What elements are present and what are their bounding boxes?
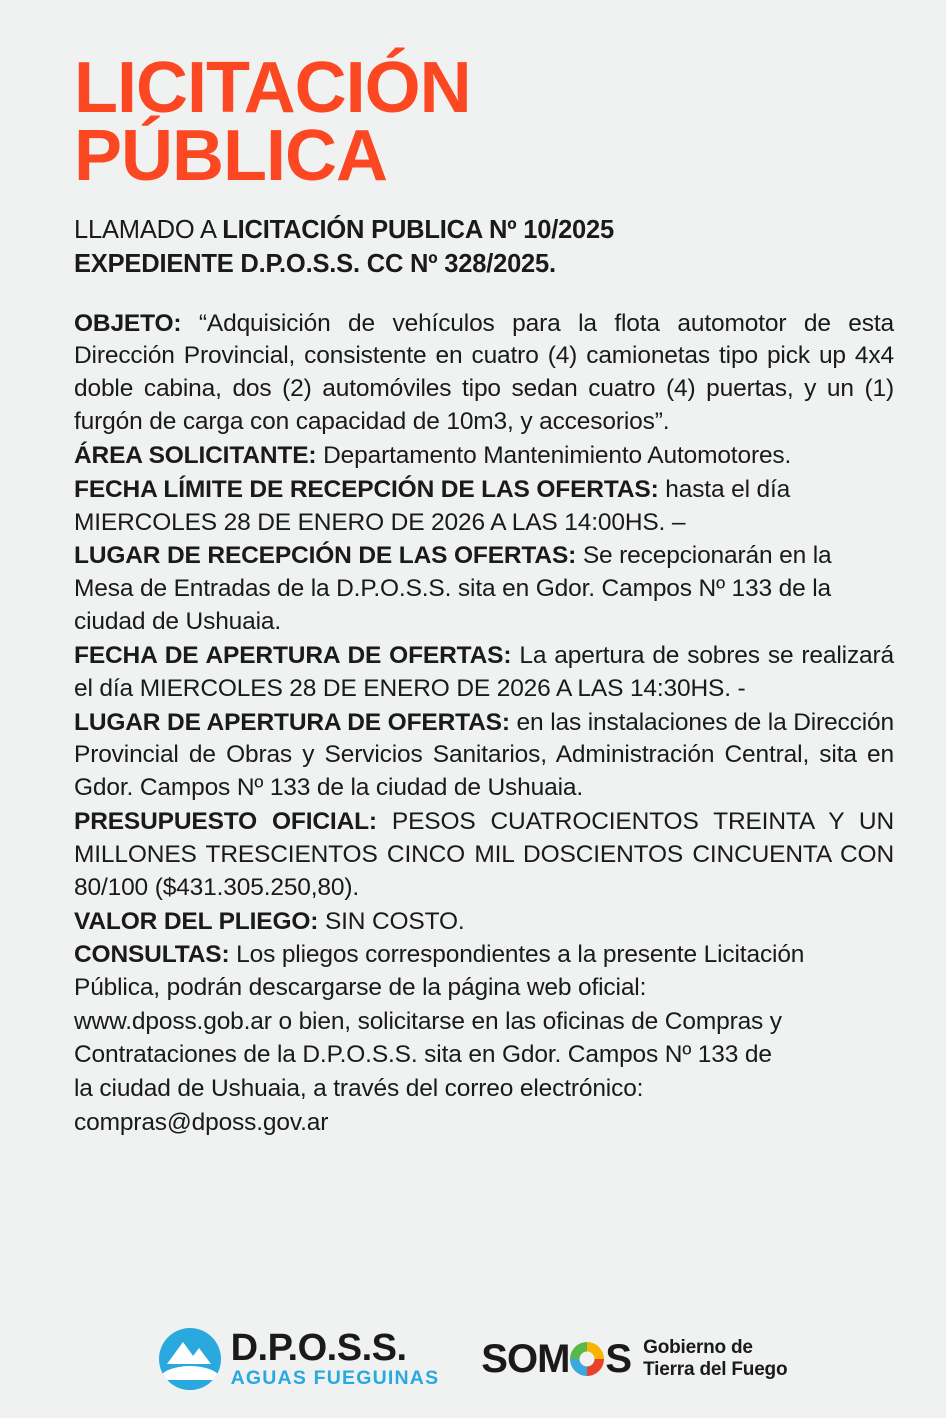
fecha-apertura-text: La apertura de sobres se realizará el día MIERCOLES 28 DE ENERO DE 2026 A LAS 14:30HS. - [74,641,894,702]
dposs-tagline: AGUAS FUEGUINAS [230,1367,440,1390]
presupuesto-text: PESOS CUATROCIENTOS TREINTA Y UN MILLONES TRESCIENTOS CINCO MIL DOSCIENTOS CINCUENTA CON 80/100 ($431.305.250,80). [74,808,894,901]
tender-call-line [74,214,894,248]
valor-pliego-label: VALOR DEL PLIEGO: [74,907,319,935]
consultas-line-3: la ciudad de Ushuaia, a través del correo electrónico: [74,1074,644,1102]
section-area-solicitante [74,440,894,473]
consultas-email: compras@dposs.gov.ar [74,1108,329,1136]
area-solicitante-label: ÁREA SOLICITANTE: [74,441,317,469]
section-valor-pliego [74,906,894,939]
consultas-label: CONSULTAS: [74,941,230,969]
somos-text-post: S [605,1336,632,1381]
government-name [643,1337,787,1382]
objeto-text: “Adquisición de vehículos para la flota automotor de esta Dirección Provincial, consistente en cuatro (4) camionetas tipo pick up 4x4 doble cabina, dos (2) automóviles tipo sedan cuatro (4) puertas, y un (1) furgón de carga con capacidad de 10m3, y accesorios”. [74,309,894,436]
tender-call-number: LICITACIÓN PUBLICA Nº 10/2025 [222,216,615,245]
tender-identifier [74,214,894,281]
dposs-name: D.P.O.S.S. [230,1327,407,1370]
tender-call-label: LLAMADO A [74,216,223,245]
objeto-label: OBJETO: [74,309,182,337]
lugar-apertura-text: en las instalaciones de la Dirección Provincial de Obras y Servicios Sanitarios, Administración Central, sita en Gdor. Campos Nº 133 de la ciudad de Ushuaia. [74,708,894,802]
section-objeto [74,308,894,439]
dposs-wordmark [231,1329,440,1389]
footer-logos [0,1328,946,1390]
lugar-recepcion-text: Se recepcionarán en la Mesa de Entradas de la D.P.O.S.S. sita en Gdor. Campos Nº 133 de la ciudad de Ushuaia. [74,542,832,636]
government-line-1: Gobierno de [643,1336,753,1358]
title-line-2: PÚBLICA [74,115,387,196]
section-fecha-limite [74,474,894,540]
tender-file-number: EXPEDIENTE D.P.O.S.S. CC Nº 328/2025. [74,250,556,278]
presupuesto-label: PRESUPUESTO OFICIAL: [74,808,377,836]
title-line-1: LICITACIÓN [74,48,471,128]
section-consultas [74,939,894,1005]
area-solicitante-text: Departamento Mantenimiento Automotores. [316,441,792,469]
fecha-limite-text: hasta el día MIERCOLES 28 DE ENERO DE 2026 A LAS 14:00HS. – [74,475,791,536]
somos-wordmark [481,1337,631,1382]
somos-text-pre: SOM [481,1336,570,1381]
dposs-logo [159,1328,440,1390]
section-presupuesto [74,806,894,904]
somos-circle-icon [570,1342,604,1376]
fecha-apertura-label: FECHA DE APERTURA DE OFERTAS: [74,641,512,669]
consultas-text: Los pliegos correspondientes a la presente Licitación Pública, podrán descargarse de la página web oficial: [74,941,805,1002]
lugar-recepcion-label: LUGAR DE RECEPCIÓN DE LAS OFERTAS: [74,542,577,570]
government-line-2: Tierra del Fuego [643,1359,788,1380]
fecha-limite-label: FECHA LÍMITE DE RECEPCIÓN DE LAS OFERTAS: [74,475,659,503]
page-title [74,48,894,196]
section-fecha-apertura [74,640,894,706]
somos-logo [481,1337,787,1382]
section-lugar-recepcion [74,540,894,638]
consultas-line-2: www.dposs.gob.ar o bien, solicitarse en las oficinas de Compras y Contrataciones de la D.P.O.S.S. sita en Gdor. Campos Nº 133 de [74,1008,782,1068]
lugar-apertura-label: LUGAR DE APERTURA DE OFERTAS: [74,708,510,736]
tender-details [74,308,894,1140]
water-mountain-icon [159,1328,221,1390]
section-lugar-apertura [74,707,894,805]
valor-pliego-text: SIN COSTO. [318,907,465,935]
